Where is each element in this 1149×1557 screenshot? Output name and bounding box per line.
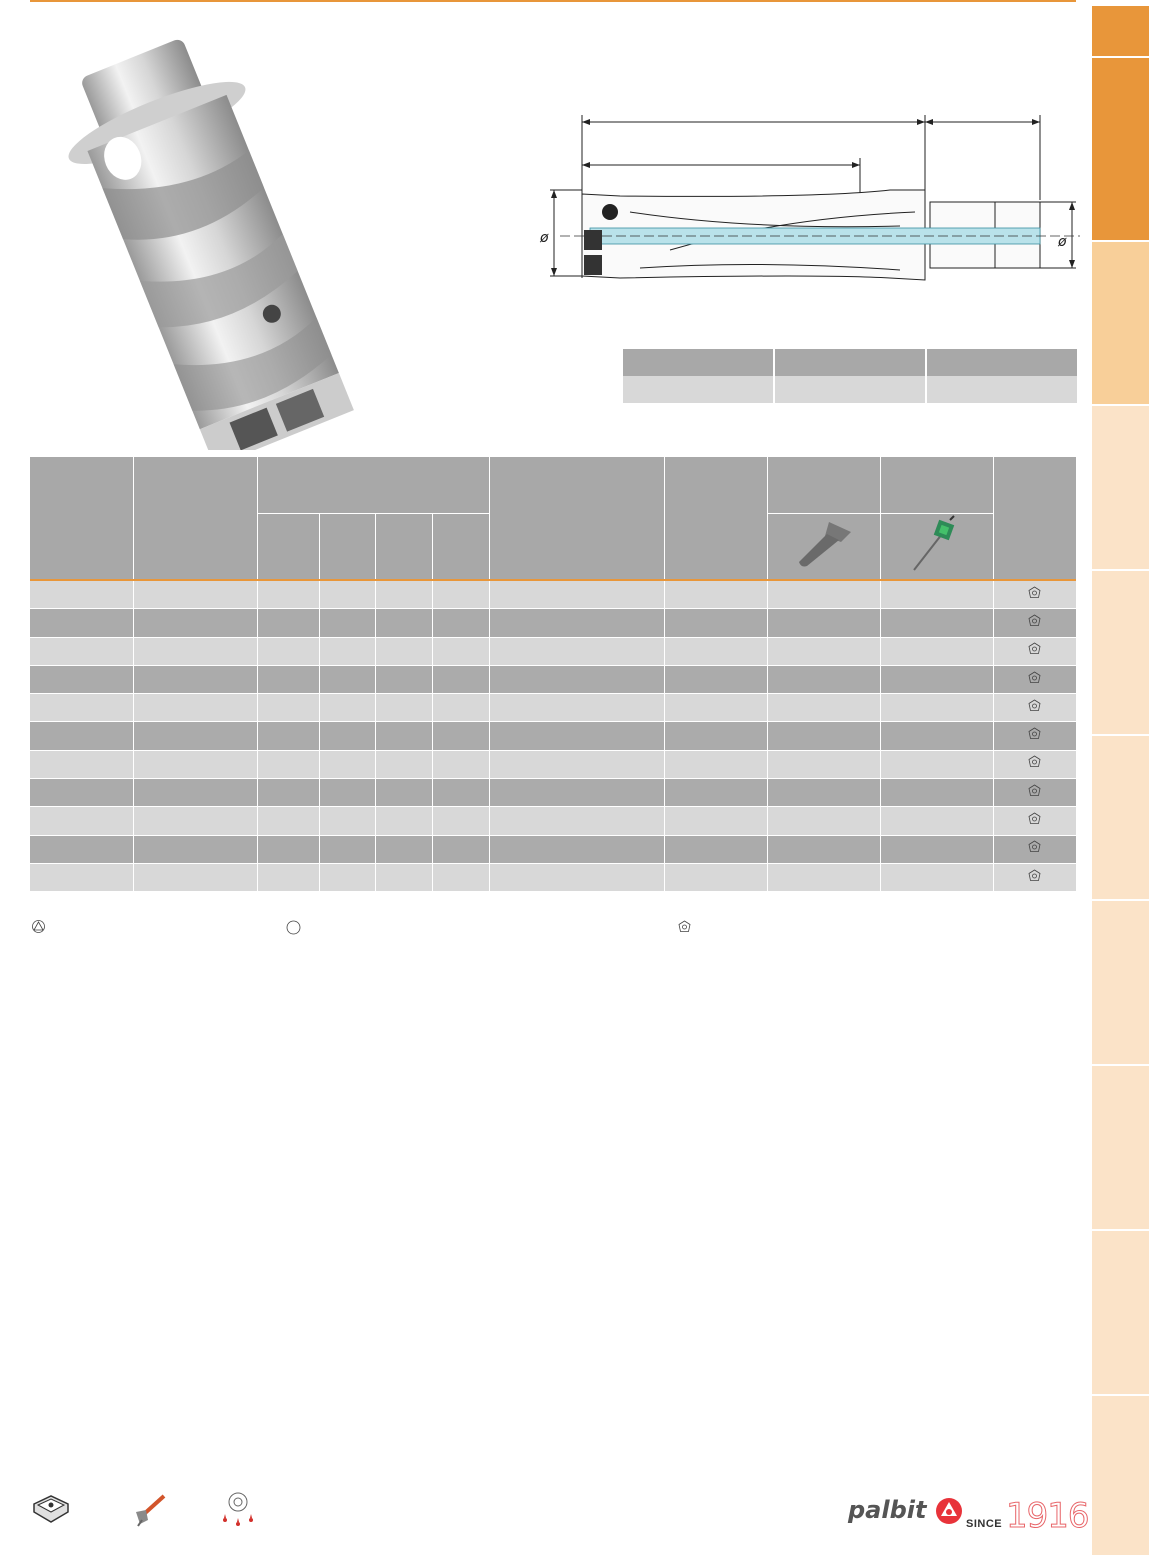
table-row [30,750,1076,778]
insert-icon-cell [993,863,1076,891]
coolant-distribution-icon [218,1490,258,1530]
table-cell [133,694,257,722]
table-cell [767,609,880,637]
table-cell [880,665,993,693]
table-header-row [623,349,1077,376]
table-cell [30,750,133,778]
table-cell [319,722,375,750]
table-cell [774,376,926,403]
table-cell [880,750,993,778]
table-cell [489,694,664,722]
insert-icon-cell [993,580,1076,609]
top-accent-rule [30,0,1076,2]
insert-shape-icon [1028,784,1041,797]
table-cell [664,722,767,750]
table-cell [319,580,375,609]
table-cell [375,807,432,835]
insert-icon-cell [993,722,1076,750]
table-cell [767,694,880,722]
header-cell-dimensions [257,457,489,514]
insert-shape-icon [678,920,691,933]
header-cell [880,457,993,514]
table-cell [30,722,133,750]
table-row [30,665,1076,693]
table-cell [880,779,993,807]
table-cell [319,665,375,693]
legend-item-3 [678,920,691,938]
table-cell [30,863,133,891]
table-cell [664,750,767,778]
table-cell [30,835,133,863]
table-cell [319,609,375,637]
table-cell [432,835,489,863]
header-cell [432,514,489,581]
insert-icon-cell [993,779,1076,807]
table-cell [926,376,1077,403]
right-diameter-symbol: ø [1058,234,1067,250]
table-cell [880,863,993,891]
insert-icon-cell [993,609,1076,637]
legend-item-2 [286,920,301,940]
table-cell [133,835,257,863]
table-cell [257,779,319,807]
table-cell [489,722,664,750]
table-row [30,609,1076,637]
table-cell [664,694,767,722]
table-cell [375,750,432,778]
table-cell [257,637,319,665]
table-cell [880,722,993,750]
table-cell [133,609,257,637]
table-cell [30,665,133,693]
table-cell [257,807,319,835]
section-tab-3[interactable] [1092,242,1149,406]
table-cell [880,694,993,722]
table-cell [133,637,257,665]
table-cell [319,863,375,891]
header-cell [993,457,1076,580]
section-tab-6[interactable] [1092,736,1149,901]
table-cell [767,807,880,835]
section-tab-7[interactable] [1092,901,1149,1066]
table-cell [767,835,880,863]
table-header-cell [926,349,1077,376]
table-cell [664,779,767,807]
header-cell [257,514,319,581]
table-cell [432,779,489,807]
table-cell [489,779,664,807]
table-cell [489,580,664,609]
table-row [30,722,1076,750]
table-cell [257,580,319,609]
table-cell [623,376,774,403]
insert-icon-cell [993,637,1076,665]
insert-shape-icon [1028,727,1041,740]
drill-product-photo [30,20,470,450]
section-tab-2[interactable] [1092,58,1149,242]
table-cell [767,863,880,891]
table-cell [30,637,133,665]
table-cell [319,637,375,665]
since-word: SINCE [966,1518,1003,1530]
table-cell [319,807,375,835]
insert-icon-cell [993,835,1076,863]
table-cell [767,779,880,807]
section-tab-8[interactable] [1092,1066,1149,1231]
table-cell [319,694,375,722]
dimension-summary-table [623,349,1077,403]
table-cell [432,665,489,693]
table-cell [432,750,489,778]
header-cell [133,457,257,580]
table-cell [767,580,880,609]
table-cell [30,694,133,722]
table-row [30,694,1076,722]
table-cell [375,609,432,637]
insert-shape-icon [1028,586,1041,599]
insert-shape-icon [1028,755,1041,768]
header-cell [664,457,767,580]
legend-item-1 [32,920,45,938]
table-row [30,863,1076,891]
insert-screw-icon [789,514,859,574]
table-cell [664,835,767,863]
table-cell [257,750,319,778]
table-cell [880,609,993,637]
header-cell [767,457,880,514]
section-tab-1[interactable] [1092,6,1149,58]
table-cell [133,665,257,693]
insert-screw-header [767,514,880,581]
table-cell [880,807,993,835]
table-cell [375,835,432,863]
section-tab-5[interactable] [1092,571,1149,736]
table-cell [375,722,432,750]
table-cell [133,863,257,891]
section-tab-9[interactable] [1092,1231,1149,1396]
table-cell [432,580,489,609]
table-cell [133,779,257,807]
table-cell [375,637,432,665]
table-cell [432,722,489,750]
table-cell [489,637,664,665]
table-cell [767,637,880,665]
table-cell [767,750,880,778]
insert-shape-icon [1028,699,1041,712]
table-cell [30,609,133,637]
table-cell [375,863,432,891]
header-cell [375,514,432,581]
table-cell [432,807,489,835]
insert-shape-icon [1028,812,1041,825]
table-row [30,807,1076,835]
header-cell [319,514,375,581]
table-cell [489,609,664,637]
table-cell [489,750,664,778]
table-cell [257,665,319,693]
insert-shape-icon [1028,869,1041,882]
table-row [623,376,1077,403]
table-cell [432,609,489,637]
table-row [30,779,1076,807]
table-cell [880,637,993,665]
table-cell [319,750,375,778]
brand-name: palbit [848,1496,927,1524]
table-cell [257,835,319,863]
table-cell [664,807,767,835]
triangle-insert-icon [32,920,45,933]
table-cell [30,779,133,807]
table-header-cell [623,349,774,376]
drill-specification-table [30,457,1076,891]
table-cell [257,694,319,722]
table-cell [767,665,880,693]
table-cell [375,665,432,693]
square-insert-icon [30,1490,72,1530]
table-cell [30,580,133,609]
table-cell [664,665,767,693]
table-cell [30,807,133,835]
table-cell [664,863,767,891]
left-diameter-symbol: ø [540,230,549,246]
table-cell [880,580,993,609]
table-cell [489,835,664,863]
table-cell [767,722,880,750]
section-tab-4[interactable] [1092,406,1149,571]
table-cell [432,637,489,665]
table-cell [375,694,432,722]
table-cell [432,863,489,891]
table-cell [319,779,375,807]
section-tab-10[interactable] [1092,1396,1149,1557]
brand-mark-icon [935,1497,963,1525]
insert-shape-icon [1028,614,1041,627]
table-cell [489,863,664,891]
table-cell [133,807,257,835]
brand-logo [848,1496,963,1525]
table-cell [664,580,767,609]
insert-icon-cell [993,694,1076,722]
table-header-cell [774,349,926,376]
table-cell [432,694,489,722]
insert-shape-icon [1028,840,1041,853]
table-cell [133,722,257,750]
table-row [30,835,1076,863]
table-cell [133,750,257,778]
insert-shape-icon [1028,642,1041,655]
table-cell [489,665,664,693]
table-cell [664,637,767,665]
table-cell [133,580,257,609]
table-cell [489,807,664,835]
circle-icon [286,920,301,935]
table-cell [257,722,319,750]
table-cell [375,779,432,807]
table-cell [257,609,319,637]
screw-tool-icon [130,1490,170,1530]
table-cell [664,609,767,637]
table-cell [880,835,993,863]
header-cell [489,457,664,580]
insert-icon-cell [993,665,1076,693]
torx-key-header [880,514,993,581]
insert-icon-cell [993,750,1076,778]
table-row [30,637,1076,665]
insert-shape-icon [1028,671,1041,684]
header-cell [30,457,133,580]
torx-key-icon [902,514,972,574]
drill-technical-drawing [520,100,1090,300]
table-cell [375,580,432,609]
table-cell [319,835,375,863]
table-row [30,580,1076,609]
insert-icon-cell [993,807,1076,835]
table-cell [257,863,319,891]
since-year: 1916 [1006,1496,1089,1536]
